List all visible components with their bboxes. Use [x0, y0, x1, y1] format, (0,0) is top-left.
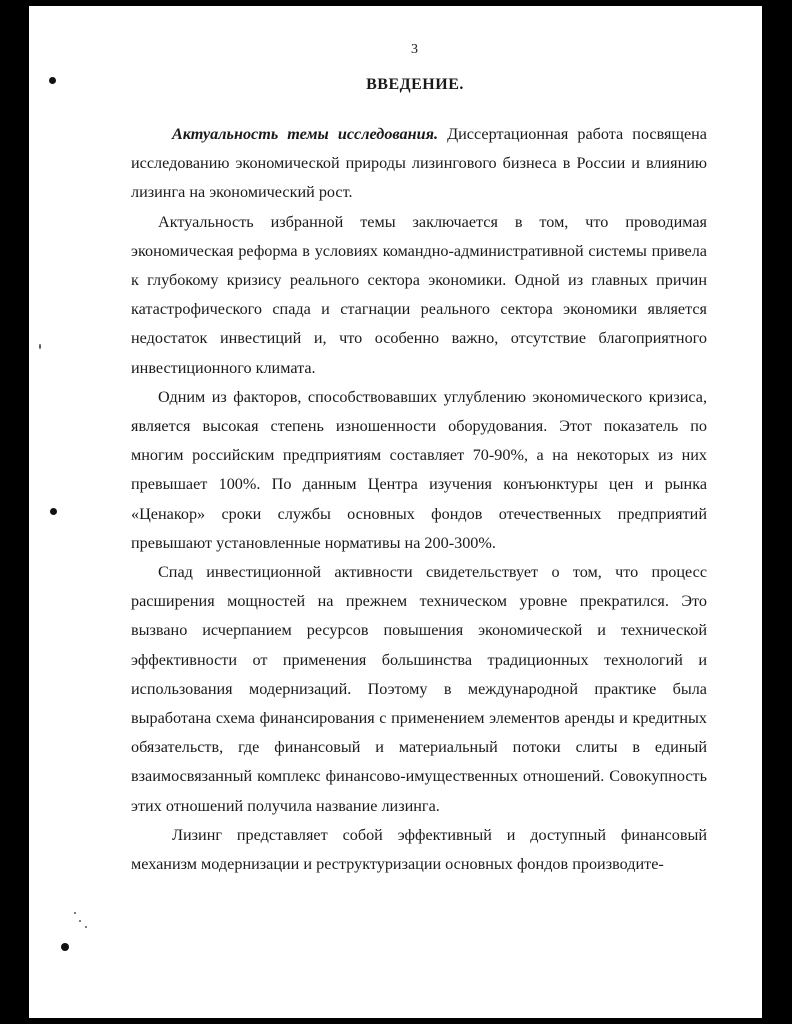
section-title: ВВЕДЕНИЕ. [366, 76, 464, 93]
paragraph-investment-decline: Спад инвестиционной активности свидетельствует о том, что процесс расширения мощностей на прежнем техническом уровне прекратился. Это вызвано исчерпанием ресурсов повышения экономической и технической эффективности от применения большинства традиционных технологий и использования модернизаций. Поэтому в международной практике была выработана схема финансирования с применением элементов аренды и кредитных обязательств, где финансовый и материальный потоки слиты в единый взаимосвязанный комплекс финансово-имущественных отношений. Совокупность этих отношений получила название лизинга. [131, 563, 707, 815]
page-number: 3 [411, 42, 418, 57]
paragraph-text: Диссертационная работа посвящена исследованию экономической природы лизингового бизнеса в России и влиянию лизинга на экономический рост. [131, 125, 707, 202]
binder-hole-top [49, 77, 56, 84]
paragraph-leasing: Лизинг представляет собой эффективный и доступный финансовый механизм модернизации и реструктуризации основных фондов производите- [131, 825, 707, 874]
paragraph-topic-relevance: Актуальность избранной темы заключается в том, что проводимая экономическая реформа в условиях командно-административной системы привела к глубокому кризису реального сектора экономики. Одной из главных причин катастрофического спада и стагнации реального сектора экономики является недостаток инвестиций и, что особенно важно, отсутствие благоприятного инвестиционного климата. [131, 212, 707, 377]
scan-speck [79, 920, 81, 922]
paragraph-lead: Актуальность темы исследования. [172, 125, 439, 143]
scan-speck [85, 926, 87, 928]
body-text [131, 120, 707, 879]
binder-hole-middle [50, 508, 57, 515]
document-page [29, 6, 762, 1018]
paragraph-relevance-intro [131, 120, 707, 208]
scan-speck [39, 344, 41, 349]
binder-hole-bottom [61, 943, 69, 951]
paragraph-equipment-wear: Одним из факторов, способствовавших углублению экономического кризиса, является высокая степень изношенности оборудования. Этот показатель по многим российским предприятиям составляет 70-90%, а на некоторых из них превышает 100%. По данным Центра изучения конъюнктуры цен и рынка «Ценакор» сроки службы основных фондов отечественных предприятий превышают установленные нормативы на 200-300%. [131, 387, 707, 552]
scan-speck [74, 912, 76, 914]
